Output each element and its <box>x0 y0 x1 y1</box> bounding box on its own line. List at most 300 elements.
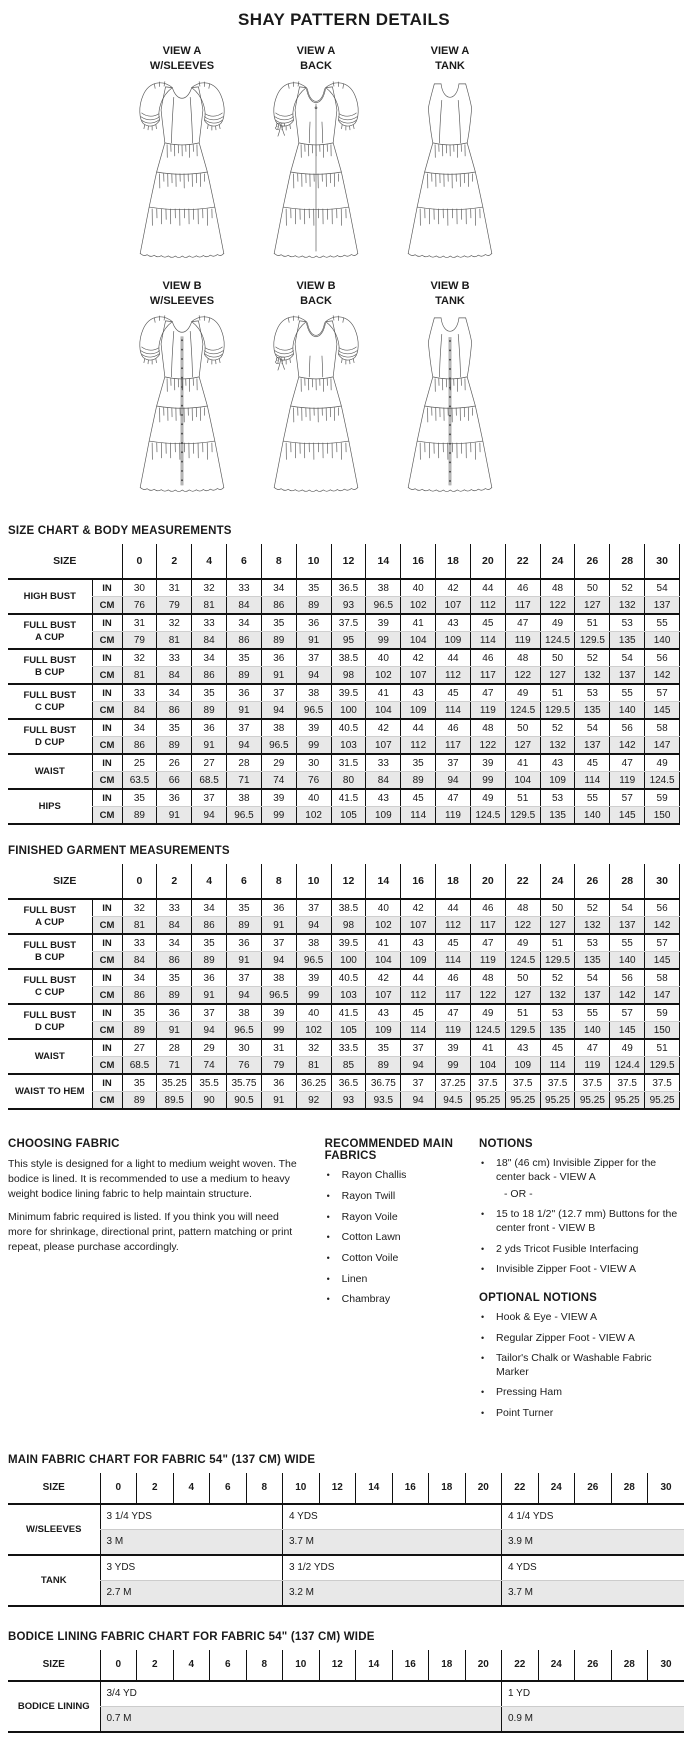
value-cell-cm: 89 <box>122 1092 157 1110</box>
choosing-fabric-paragraph: Minimum fabric required is listed. If you think you will need more for shrinkage, directional print, pattern matching or print repeat, please purchase accordingly. <box>8 1211 293 1253</box>
value-cell-cm: 122 <box>470 737 505 755</box>
view-label-line1: VIEW A <box>430 45 470 57</box>
size-col-header: 30 <box>648 1473 685 1504</box>
bullet-icon: • <box>326 1273 330 1284</box>
value-cell-in: 37.5 <box>540 1074 575 1092</box>
value-cell-in: 37.5 <box>610 1074 645 1092</box>
size-col-header: 8 <box>246 1473 283 1504</box>
value-cell-cm: 105 <box>331 807 366 825</box>
size-col-header: 30 <box>648 1650 685 1681</box>
value-cell-in: 40 <box>366 649 401 667</box>
size-header: SIZE <box>8 544 122 579</box>
yardage-cell: 3/4 YD <box>100 1681 502 1707</box>
value-cell-in: 37 <box>436 754 471 772</box>
value-cell-cm: 96.5 <box>227 807 262 825</box>
optional-notion-item <box>479 1352 680 1379</box>
size-col-header: 14 <box>366 864 401 899</box>
unit-cm-label: CM <box>92 987 122 1005</box>
value-cell-in: 54 <box>610 649 645 667</box>
fabric-item <box>325 1293 471 1307</box>
value-cell-cm: 119 <box>470 952 505 970</box>
value-cell-in: 35.5 <box>192 1074 227 1092</box>
value-cell-cm: 76 <box>122 597 157 615</box>
view-b-tank <box>386 279 514 504</box>
value-cell-in: 55 <box>610 684 645 702</box>
value-cell-in: 37.5 <box>470 1074 505 1092</box>
value-cell-cm: 129.5 <box>645 1057 680 1075</box>
value-cell-cm: 79 <box>122 632 157 650</box>
value-cell-in: 37 <box>401 1039 436 1057</box>
value-cell-cm: 95.25 <box>470 1092 505 1110</box>
choosing-fabric-paragraph: This style is designed for a light to medium weight woven. The bodice is lined. It is recommended to use a medium to heavy weight bodice lining fabric to help maintain structure. <box>8 1158 297 1200</box>
value-cell-in: 43 <box>366 1004 401 1022</box>
size-col-header: 14 <box>366 544 401 579</box>
value-cell-cm: 122 <box>505 917 540 935</box>
row-label: HIGH BUST <box>8 579 92 614</box>
value-cell-cm: 107 <box>366 987 401 1005</box>
value-cell-cm: 135 <box>610 632 645 650</box>
meters-cell: 3.9 M <box>502 1529 685 1555</box>
size-col-header: 22 <box>502 1473 539 1504</box>
value-cell-in: 36 <box>157 1004 192 1022</box>
value-cell-cm: 98 <box>331 917 366 935</box>
size-col-header: 26 <box>575 1650 612 1681</box>
value-cell-cm: 91 <box>192 987 227 1005</box>
value-cell-cm: 109 <box>505 1057 540 1075</box>
value-cell-cm: 76 <box>296 772 331 790</box>
value-cell-in: 35.25 <box>157 1074 192 1092</box>
value-cell-in: 56 <box>610 719 645 737</box>
value-cell-in: 46 <box>436 719 471 737</box>
value-cell-in: 46 <box>505 579 540 597</box>
value-cell-in: 37.25 <box>436 1074 471 1092</box>
size-col-header: 28 <box>611 1650 648 1681</box>
value-cell-cm: 71 <box>227 772 262 790</box>
value-cell-in: 53 <box>540 1004 575 1022</box>
unit-in-label: IN <box>92 899 122 917</box>
view-label <box>386 279 514 309</box>
value-cell-cm: 119 <box>575 1057 610 1075</box>
value-cell-in: 37.5 <box>645 1074 680 1092</box>
value-cell-cm: 94 <box>296 917 331 935</box>
value-cell-cm: 107 <box>401 667 436 685</box>
value-cell-cm: 90 <box>192 1092 227 1110</box>
bullet-icon: • <box>326 1211 330 1222</box>
value-cell-in: 47 <box>436 1004 471 1022</box>
value-cell-cm: 94 <box>227 737 262 755</box>
value-cell-in: 36.5 <box>331 579 366 597</box>
value-cell-in: 38 <box>296 934 331 952</box>
bullet-icon: • <box>326 1294 330 1305</box>
value-cell-cm: 122 <box>470 987 505 1005</box>
value-cell-cm: 132 <box>575 667 610 685</box>
unit-cm-label: CM <box>92 737 122 755</box>
value-cell-in: 49 <box>470 789 505 807</box>
value-cell-in: 35 <box>261 614 296 632</box>
unit-in-label: IN <box>92 754 122 772</box>
value-cell-cm: 109 <box>401 952 436 970</box>
fabric-chart-table <box>8 1473 684 1607</box>
yardage-cell: 3 1/2 YDS <box>283 1555 502 1581</box>
value-cell-in: 27 <box>192 754 227 772</box>
value-cell-cm: 112 <box>436 667 471 685</box>
value-cell-in: 32 <box>157 614 192 632</box>
value-cell-in: 39.5 <box>331 684 366 702</box>
value-cell-cm: 86 <box>192 917 227 935</box>
value-cell-cm: 104 <box>470 1057 505 1075</box>
value-cell-cm: 100 <box>331 952 366 970</box>
notion-item <box>479 1263 680 1277</box>
row-label: FULL BUST C CUP <box>8 684 92 719</box>
yardage-cell: 3 YDS <box>100 1555 283 1581</box>
view-label-line2: TANK <box>435 294 465 307</box>
row-label: WAIST TO HEM <box>8 1074 92 1109</box>
value-cell-cm: 86 <box>157 952 192 970</box>
value-cell-cm: 89 <box>261 632 296 650</box>
value-cell-in: 48 <box>505 899 540 917</box>
value-cell-cm: 102 <box>366 917 401 935</box>
size-col-header: 20 <box>470 864 505 899</box>
value-cell-cm: 96.5 <box>296 952 331 970</box>
value-cell-in: 43 <box>436 614 471 632</box>
value-cell-cm: 94 <box>192 1022 227 1040</box>
value-cell-in: 50 <box>505 719 540 737</box>
value-cell-in: 54 <box>575 969 610 987</box>
value-cell-in: 31 <box>122 614 157 632</box>
value-cell-in: 38 <box>227 1004 262 1022</box>
value-cell-cm: 107 <box>401 917 436 935</box>
value-cell-cm: 86 <box>122 737 157 755</box>
size-col-header: 2 <box>137 1473 174 1504</box>
row-label: FULL BUST C CUP <box>8 969 92 1004</box>
view-label <box>252 44 380 74</box>
value-cell-in: 57 <box>610 789 645 807</box>
value-cell-cm: 135 <box>575 952 610 970</box>
main-fabric-chart-section <box>8 1454 680 1607</box>
value-cell-in: 36 <box>296 614 331 632</box>
size-col-header: 0 <box>100 1650 137 1681</box>
view-label-line2: W/SLEEVES <box>149 294 215 307</box>
unit-cm-label: CM <box>92 667 122 685</box>
value-cell-cm: 94.5 <box>436 1092 471 1110</box>
value-cell-cm: 89 <box>122 807 157 825</box>
page-title: SHAY PATTERN DETAILS <box>237 10 451 29</box>
fabric-item <box>325 1211 471 1225</box>
value-cell-in: 26 <box>157 754 192 772</box>
size-col-header: 26 <box>575 864 610 899</box>
value-cell-cm: 94 <box>401 1057 436 1075</box>
value-cell-in: 32 <box>122 649 157 667</box>
value-cell-in: 47 <box>470 684 505 702</box>
value-cell-cm: 122 <box>505 667 540 685</box>
value-cell-cm: 91 <box>261 917 296 935</box>
value-cell-in: 30 <box>296 754 331 772</box>
size-col-header: 18 <box>436 864 471 899</box>
value-cell-in: 41 <box>401 614 436 632</box>
value-cell-cm: 71 <box>157 1057 192 1075</box>
value-cell-cm: 135 <box>575 702 610 720</box>
value-cell-in: 44 <box>436 899 471 917</box>
value-cell-in: 35 <box>157 969 192 987</box>
value-cell-in: 39 <box>296 969 331 987</box>
value-cell-in: 47 <box>436 789 471 807</box>
value-cell-in: 43 <box>505 1039 540 1057</box>
size-col-header: 2 <box>157 864 192 899</box>
unit-in-label: IN <box>92 789 122 807</box>
value-cell-cm: 114 <box>401 1022 436 1040</box>
value-cell-in: 35 <box>227 899 262 917</box>
value-cell-cm: 85 <box>331 1057 366 1075</box>
value-cell-cm: 99 <box>296 987 331 1005</box>
value-cell-in: 55 <box>575 1004 610 1022</box>
value-cell-in: 34 <box>122 719 157 737</box>
value-cell-in: 38 <box>227 789 262 807</box>
value-cell-in: 42 <box>366 719 401 737</box>
value-cell-in: 56 <box>645 899 680 917</box>
value-cell-in: 37 <box>401 1074 436 1092</box>
meters-cell: 3.7 M <box>283 1529 502 1555</box>
value-cell-in: 37.5 <box>331 614 366 632</box>
value-cell-cm: 84 <box>227 597 262 615</box>
fabric-item <box>325 1231 471 1245</box>
value-cell-in: 34 <box>227 614 262 632</box>
optional-notion-item-text: Hook & Eye - VIEW A <box>496 1310 597 1323</box>
dress-illustration-view-a-wsleeves <box>126 77 238 264</box>
size-col-header: 12 <box>331 864 366 899</box>
value-cell-cm: 89 <box>227 667 262 685</box>
value-cell-in: 40 <box>401 579 436 597</box>
size-col-header: 14 <box>356 1473 393 1504</box>
value-cell-cm: 124.5 <box>645 772 680 790</box>
fabric-item <box>325 1252 471 1266</box>
value-cell-in: 43 <box>540 754 575 772</box>
value-cell-in: 38.5 <box>331 899 366 917</box>
meters-cell: 3 M <box>100 1529 283 1555</box>
size-col-header: 10 <box>296 864 331 899</box>
value-cell-cm: 127 <box>575 597 610 615</box>
value-cell-cm: 94 <box>192 807 227 825</box>
value-cell-in: 53 <box>540 789 575 807</box>
choosing-fabric-column <box>8 1138 303 1263</box>
view-label-line2: W/SLEEVES <box>149 59 215 72</box>
value-cell-in: 53 <box>575 684 610 702</box>
fabric-item-text: Linen <box>341 1272 368 1285</box>
value-cell-in: 47 <box>575 1039 610 1057</box>
recommended-fabrics-column <box>325 1138 471 1313</box>
value-cell-in: 37.5 <box>575 1074 610 1092</box>
value-cell-in: 57 <box>645 934 680 952</box>
value-cell-cm: 84 <box>157 667 192 685</box>
value-cell-in: 37 <box>192 1004 227 1022</box>
value-cell-in: 50 <box>575 579 610 597</box>
value-cell-cm: 140 <box>575 1022 610 1040</box>
value-cell-in: 34 <box>157 934 192 952</box>
value-cell-cm: 145 <box>645 702 680 720</box>
value-cell-in: 48 <box>470 969 505 987</box>
value-cell-cm: 89 <box>157 737 192 755</box>
value-cell-cm: 104 <box>366 702 401 720</box>
value-cell-in: 42 <box>401 649 436 667</box>
unit-cm-label: CM <box>92 632 122 650</box>
size-col-header: 14 <box>356 1650 393 1681</box>
value-cell-in: 33 <box>227 579 262 597</box>
size-col-header: 22 <box>502 1650 539 1681</box>
value-cell-cm: 95.25 <box>645 1092 680 1110</box>
size-col-header: 4 <box>192 544 227 579</box>
bullet-icon: • <box>481 1332 485 1343</box>
value-cell-cm: 91 <box>261 667 296 685</box>
value-cell-cm: 91 <box>227 952 262 970</box>
view-b-back <box>252 279 380 504</box>
size-col-header: 8 <box>246 1650 283 1681</box>
notion-item-text: 18" (46 cm) Invisible Zipper for the center back - VIEW A - OR - <box>496 1157 680 1201</box>
bullet-icon: • <box>481 1209 485 1220</box>
view-a-back <box>252 44 380 269</box>
size-col-header: 20 <box>470 544 505 579</box>
value-cell-cm: 81 <box>296 1057 331 1075</box>
fabric-item <box>325 1169 471 1183</box>
value-cell-in: 31.5 <box>331 754 366 772</box>
unit-in-label: IN <box>92 649 122 667</box>
value-cell-cm: 129.5 <box>540 952 575 970</box>
value-cell-in: 46 <box>470 649 505 667</box>
finished-garment-section <box>8 845 680 1110</box>
value-cell-cm: 142 <box>645 917 680 935</box>
unit-cm-label: CM <box>92 597 122 615</box>
row-label: FULL BUST A CUP <box>8 614 92 649</box>
notion-item-text: 15 to 18 1/2" (12.7 mm) Buttons for the center front - VIEW B <box>496 1208 678 1234</box>
bullet-icon: • <box>326 1232 330 1243</box>
bullet-icon: • <box>481 1158 485 1169</box>
value-cell-cm: 90.5 <box>227 1092 262 1110</box>
unit-in-label: IN <box>92 1074 122 1092</box>
size-col-header: 4 <box>173 1473 210 1504</box>
value-cell-cm: 107 <box>366 737 401 755</box>
value-cell-cm: 124.5 <box>540 632 575 650</box>
value-cell-in: 50 <box>540 899 575 917</box>
value-cell-in: 39 <box>436 1039 471 1057</box>
value-cell-in: 36 <box>261 1074 296 1092</box>
value-cell-in: 33 <box>157 899 192 917</box>
value-cell-cm: 107 <box>436 597 471 615</box>
value-cell-cm: 96.5 <box>227 1022 262 1040</box>
value-cell-in: 43 <box>366 789 401 807</box>
value-cell-cm: 89 <box>366 1057 401 1075</box>
dress-illustration-view-a-tank <box>394 77 506 264</box>
value-cell-cm: 114 <box>401 807 436 825</box>
value-cell-cm: 117 <box>436 737 471 755</box>
yardage-cell: 4 1/4 YDS <box>502 1504 685 1530</box>
row-label: FULL BUST D CUP <box>8 1004 92 1039</box>
value-cell-in: 35 <box>366 1039 401 1057</box>
value-cell-cm: 95.25 <box>610 1092 645 1110</box>
value-cell-in: 43 <box>401 934 436 952</box>
value-cell-cm: 122 <box>540 597 575 615</box>
value-cell-cm: 91 <box>157 807 192 825</box>
value-cell-in: 40 <box>296 1004 331 1022</box>
size-col-header: 18 <box>429 1473 466 1504</box>
size-col-header: 6 <box>227 864 262 899</box>
value-cell-cm: 89.5 <box>157 1092 192 1110</box>
value-cell-in: 45 <box>436 934 471 952</box>
value-cell-cm: 102 <box>296 807 331 825</box>
bullet-icon: • <box>481 1387 485 1398</box>
value-cell-cm: 112 <box>401 987 436 1005</box>
size-col-header: 30 <box>645 864 680 899</box>
value-cell-cm: 96.5 <box>366 597 401 615</box>
value-cell-in: 58 <box>645 969 680 987</box>
value-cell-in: 35 <box>401 754 436 772</box>
value-cell-in: 45 <box>401 1004 436 1022</box>
value-cell-cm: 89 <box>192 702 227 720</box>
value-cell-cm: 86 <box>261 597 296 615</box>
value-cell-cm: 145 <box>610 807 645 825</box>
value-cell-in: 30 <box>122 579 157 597</box>
value-cell-cm: 119 <box>436 1022 471 1040</box>
size-col-header: 6 <box>210 1650 247 1681</box>
size-col-header: 6 <box>227 544 262 579</box>
value-cell-in: 40.5 <box>331 719 366 737</box>
value-cell-in: 44 <box>436 649 471 667</box>
dress-illustration-view-b-back <box>260 311 372 498</box>
value-cell-cm: 89 <box>157 987 192 1005</box>
size-col-header: 16 <box>392 1473 429 1504</box>
unit-cm-label: CM <box>92 772 122 790</box>
value-cell-cm: 109 <box>436 632 471 650</box>
finished-garment-table-container <box>8 864 680 1110</box>
fabric-item-text: Rayon Voile <box>341 1210 398 1223</box>
value-cell-cm: 68.5 <box>192 772 227 790</box>
value-cell-cm: 96.5 <box>261 737 296 755</box>
value-cell-cm: 81 <box>122 917 157 935</box>
bullet-icon: • <box>481 1353 485 1364</box>
optional-notion-item-text: Tailor's Chalk or Washable Fabric Marker <box>496 1352 652 1378</box>
value-cell-in: 32 <box>296 1039 331 1057</box>
value-cell-cm: 140 <box>645 632 680 650</box>
value-cell-in: 36 <box>192 969 227 987</box>
view-label <box>386 44 514 74</box>
meters-cell: 3.2 M <box>283 1580 502 1606</box>
main-fabric-chart-heading: MAIN FABRIC CHART FOR FABRIC 54" (137 CM) WIDE <box>8 1453 316 1466</box>
value-cell-cm: 91 <box>157 1022 192 1040</box>
meters-cell: 0.9 M <box>502 1706 685 1732</box>
value-cell-in: 38 <box>261 969 296 987</box>
view-label-line1: VIEW B <box>162 279 202 292</box>
value-cell-in: 39 <box>261 1004 296 1022</box>
value-cell-cm: 145 <box>610 1022 645 1040</box>
value-cell-cm: 94 <box>261 702 296 720</box>
value-cell-in: 38 <box>261 719 296 737</box>
value-cell-cm: 102 <box>401 597 436 615</box>
bullet-icon: • <box>326 1252 330 1263</box>
fabric-item-text: Cotton Lawn <box>341 1231 401 1244</box>
view-label-line2: BACK <box>300 294 332 307</box>
size-col-header: 24 <box>538 1650 575 1681</box>
value-cell-in: 53 <box>575 934 610 952</box>
value-cell-cm: 142 <box>645 667 680 685</box>
value-cell-in: 35 <box>296 579 331 597</box>
value-cell-cm: 93 <box>331 597 366 615</box>
optional-notion-item-text: Regular Zipper Foot - VIEW A <box>496 1331 635 1344</box>
value-cell-cm: 84 <box>122 952 157 970</box>
size-col-header: 18 <box>429 1650 466 1681</box>
value-cell-in: 41 <box>366 684 401 702</box>
size-col-header: 6 <box>210 1473 247 1504</box>
size-col-header: 20 <box>465 1650 502 1681</box>
value-cell-in: 36.75 <box>366 1074 401 1092</box>
value-cell-in: 49 <box>505 684 540 702</box>
value-cell-cm: 99 <box>366 632 401 650</box>
